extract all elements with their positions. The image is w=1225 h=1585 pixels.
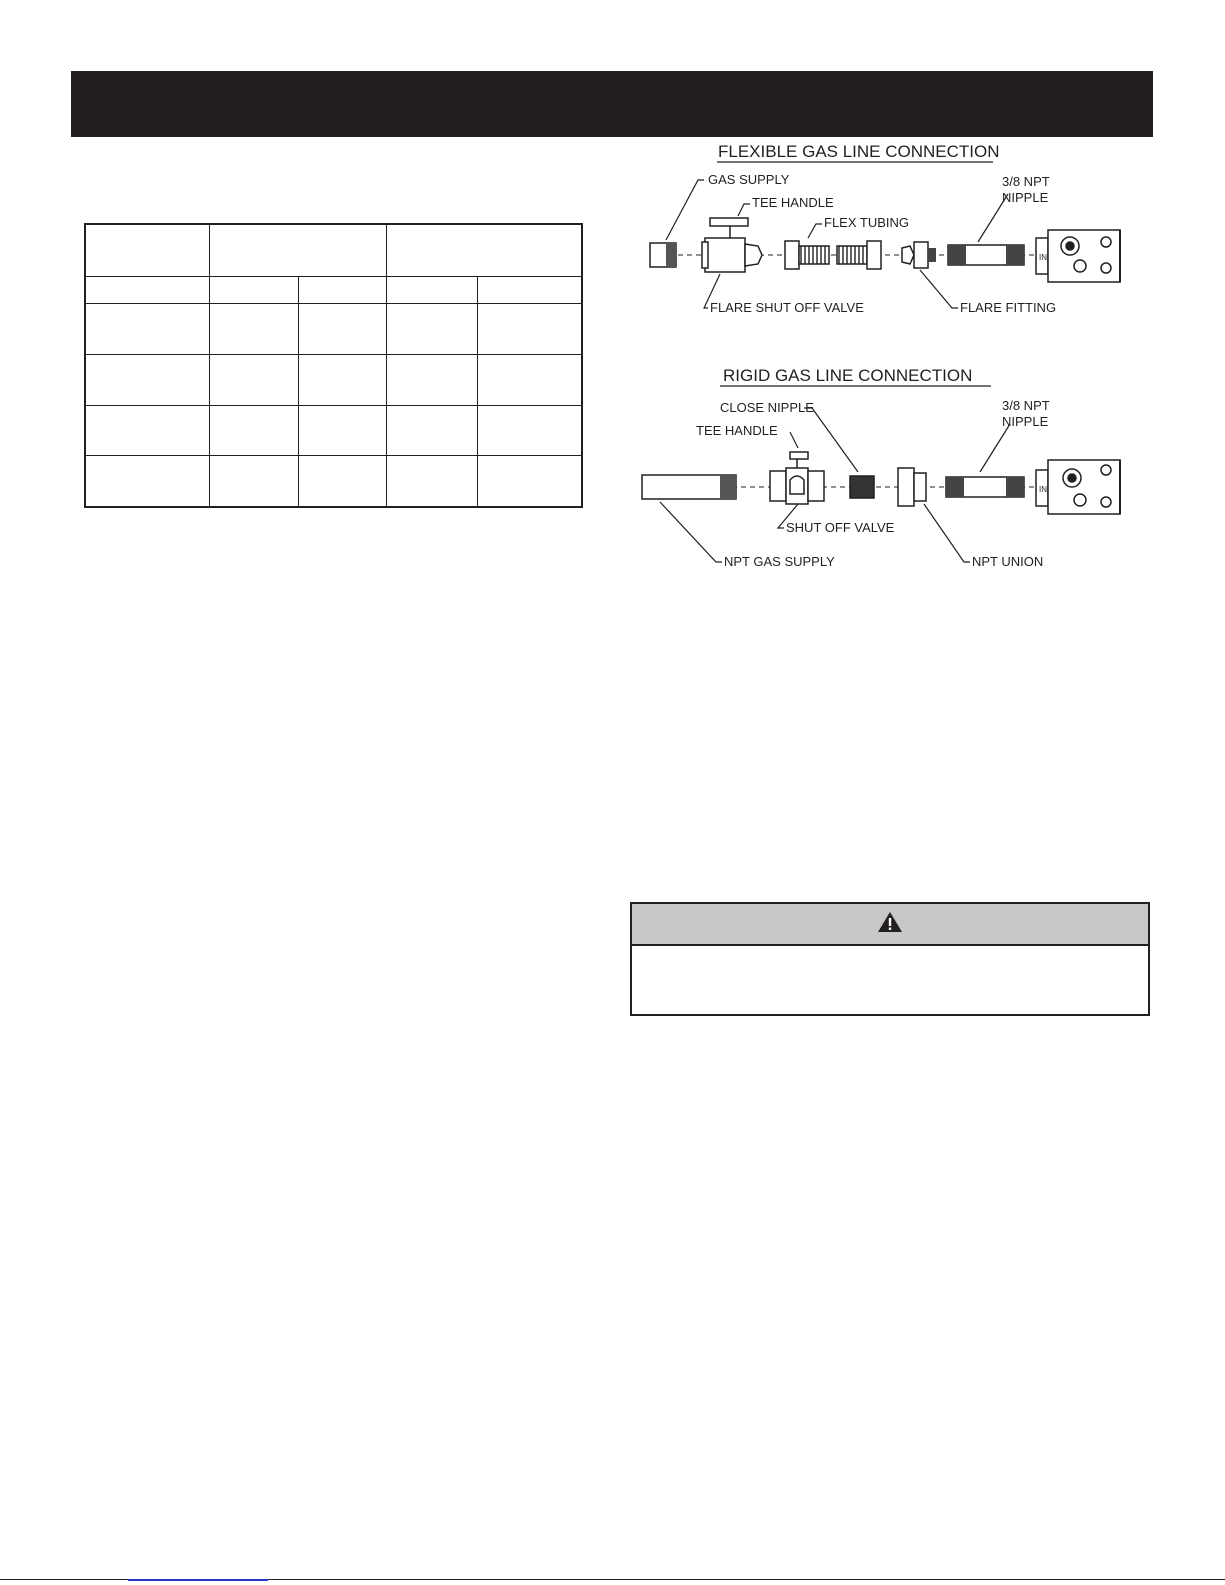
npt-nipple bbox=[946, 477, 1024, 497]
table-cell bbox=[386, 276, 477, 303]
npt-nipple bbox=[948, 245, 1024, 265]
npt-union bbox=[898, 468, 926, 506]
gas-valve-body bbox=[1036, 460, 1120, 514]
table-cell bbox=[299, 456, 386, 507]
label-tee-handle: TEE HANDLE bbox=[696, 423, 778, 438]
rigid-diagram-title: RIGID GAS LINE CONNECTION bbox=[723, 366, 973, 385]
flare-shut-off-valve bbox=[702, 218, 762, 272]
valve-in-mark: IN bbox=[1039, 253, 1047, 262]
table-cell bbox=[299, 405, 386, 456]
table-cell bbox=[210, 276, 299, 303]
table-cell bbox=[386, 405, 477, 456]
label-flare-shut-off-valve: FLARE SHUT OFF VALVE bbox=[710, 300, 864, 315]
valve-in-mark: IN bbox=[1039, 485, 1047, 494]
table-cell bbox=[386, 224, 582, 276]
table-cell bbox=[478, 405, 582, 456]
label-npt-gas-supply: NPT GAS SUPPLY bbox=[724, 554, 835, 569]
table-cell bbox=[85, 304, 210, 355]
table-row bbox=[85, 405, 582, 456]
label-npt-nipple-line1: 3/8 NPT bbox=[1002, 174, 1050, 189]
table-cell bbox=[299, 304, 386, 355]
table-cell bbox=[478, 354, 582, 405]
gas-valve-body bbox=[1036, 230, 1120, 282]
label-npt-nipple-line1: 3/8 NPT bbox=[1002, 398, 1050, 413]
table-header-row bbox=[85, 224, 582, 276]
warning-header bbox=[632, 904, 1148, 946]
table-cell bbox=[85, 276, 210, 303]
table-cell bbox=[299, 276, 386, 303]
close-nipple bbox=[850, 476, 874, 498]
warning-triangle-icon bbox=[877, 911, 903, 938]
table-cell bbox=[85, 354, 210, 405]
footer-link-underline[interactable] bbox=[128, 1579, 268, 1581]
table-cell bbox=[386, 456, 477, 507]
table-cell bbox=[478, 456, 582, 507]
table-cell bbox=[210, 456, 299, 507]
table-row bbox=[85, 354, 582, 405]
label-shut-off-valve: SHUT OFF VALVE bbox=[786, 520, 895, 535]
gas-supply-pipe bbox=[650, 243, 676, 267]
table-cell bbox=[386, 304, 477, 355]
table-cell bbox=[478, 276, 582, 303]
spec-table bbox=[84, 223, 583, 508]
label-tee-handle: TEE HANDLE bbox=[752, 195, 834, 210]
label-npt-nipple-line2: NIPPLE bbox=[1002, 190, 1049, 205]
table-cell bbox=[85, 405, 210, 456]
table-row bbox=[85, 304, 582, 355]
table-cell bbox=[210, 354, 299, 405]
table-cell bbox=[210, 405, 299, 456]
label-close-nipple: CLOSE NIPPLE bbox=[720, 400, 814, 415]
section-header-bar bbox=[71, 71, 1153, 137]
table-cell bbox=[210, 224, 387, 276]
gas-line-connection-diagram bbox=[640, 138, 1140, 578]
table-cell bbox=[85, 224, 210, 276]
label-flare-fitting: FLARE FITTING bbox=[960, 300, 1057, 315]
label-npt-union: NPT UNION bbox=[972, 554, 1044, 569]
label-npt-nipple-line2: NIPPLE bbox=[1002, 414, 1049, 429]
table-subheader-row bbox=[85, 276, 582, 303]
table-cell bbox=[478, 304, 582, 355]
flexible-diagram-title: FLEXIBLE GAS LINE CONNECTION bbox=[718, 142, 1000, 161]
table-row bbox=[85, 456, 582, 507]
label-gas-supply: GAS SUPPLY bbox=[708, 172, 790, 187]
table-cell bbox=[210, 304, 299, 355]
table-cell bbox=[299, 354, 386, 405]
table-cell bbox=[386, 354, 477, 405]
warning-box bbox=[630, 902, 1150, 1016]
shut-off-valve bbox=[770, 452, 824, 504]
flare-fitting bbox=[902, 242, 936, 268]
npt-gas-supply-pipe bbox=[642, 475, 736, 499]
label-flex-tubing: FLEX TUBING bbox=[824, 215, 910, 230]
table-cell bbox=[85, 456, 210, 507]
